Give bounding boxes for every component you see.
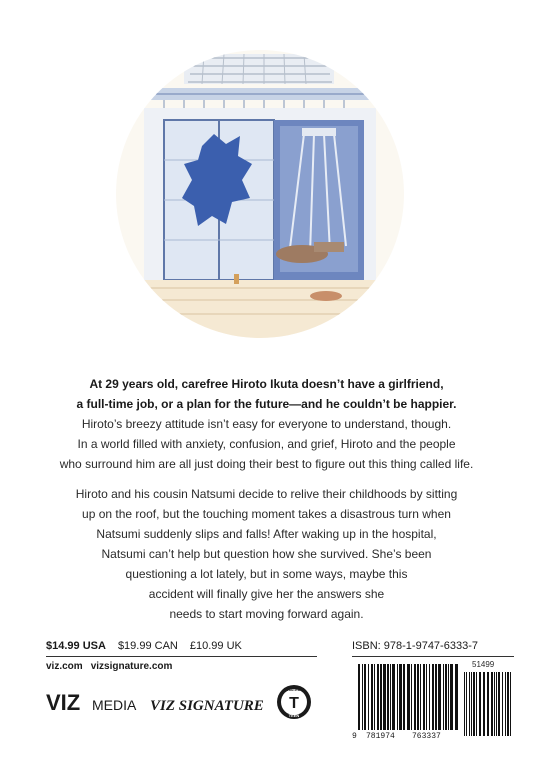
- barcode-bar: [443, 664, 444, 730]
- price-rule: [46, 656, 317, 657]
- blurb-paragraph: [22, 414, 511, 474]
- barcode-addon-bar: [502, 672, 503, 736]
- blurb-line: Natsumi can’t help but question how she survived. She’s been: [101, 547, 432, 561]
- viz-signature-logo: VIZ SIGNATURE: [150, 698, 264, 714]
- barcode-addon-bar: [466, 672, 467, 736]
- barcode-bar: [423, 664, 425, 730]
- veranda: [114, 274, 406, 340]
- back-cover-blurb: [22, 374, 511, 624]
- barcode-bar: [455, 664, 458, 730]
- roof-tiles: [184, 54, 334, 84]
- barcode-bar: [417, 664, 419, 730]
- barcode-bar: [399, 664, 402, 730]
- url-signature: vizsignature.com: [90, 661, 173, 672]
- barcode-addon-bar: [479, 672, 481, 736]
- rating-letter: T: [289, 695, 299, 712]
- barcode-bar: [390, 664, 391, 730]
- blurb-line: accident will finally give her the answers she: [148, 587, 385, 601]
- blurb-line: needs to start moving forward again.: [169, 607, 364, 621]
- barcode-bar: [411, 664, 412, 730]
- barcode-bar: [362, 664, 363, 730]
- barcode-digits-end: 763337: [412, 732, 441, 740]
- barcode-bars-main: [358, 664, 458, 730]
- barcode-addon-bar: [469, 672, 470, 736]
- url-viz: viz.com: [46, 661, 83, 672]
- barcode-bar: [426, 664, 427, 730]
- barcode-bar: [420, 664, 421, 730]
- barcode-bar: [364, 664, 366, 730]
- barcode-addon-bar: [510, 672, 511, 736]
- blurb-line: Natsumi suddenly slips and falls! After waking up in the hospital,: [96, 527, 437, 541]
- barcode-addon-bar: [496, 672, 497, 736]
- barcode-digits-mid: 781974: [366, 732, 395, 740]
- barcode-bar: [383, 664, 386, 730]
- price-usd: $14.99 USA: [46, 640, 106, 652]
- barcode-bar: [429, 664, 430, 730]
- blurb-line: who surround him are all just doing their best to figure out this thing called life.: [59, 457, 474, 471]
- barcode-digit-first: 9: [352, 732, 357, 740]
- barcode-bar: [374, 664, 375, 730]
- barcode-addon-bar: [505, 672, 506, 736]
- barcode-bar: [438, 664, 441, 730]
- barcode-bar: [387, 664, 389, 730]
- barcode-bar: [397, 664, 398, 730]
- blurb-lead-line: a full-time job, or a plan for the future—and he couldn’t be happier.: [76, 397, 457, 411]
- barcode-bars-addon: [464, 672, 511, 736]
- barcode-bar: [358, 664, 360, 730]
- barcode-addon-bar: [483, 672, 485, 736]
- shoji-doors: [164, 120, 274, 280]
- media-logo-text: MEDIA: [92, 697, 137, 713]
- barcode-addon-bar: [491, 672, 493, 736]
- publisher-logos: [46, 682, 316, 722]
- price-can: $19.99 CAN: [117, 640, 178, 652]
- barcode-bar: [392, 664, 395, 730]
- isbn-rule: [352, 656, 514, 657]
- barcode-bar: [435, 664, 437, 730]
- barcode-addon-bar: [476, 672, 477, 736]
- blurb-line: up on the roof, but the touching moment takes a disastrous turn when: [82, 507, 451, 521]
- rated-teen-badge: [277, 685, 311, 719]
- blurb-paragraph: [22, 484, 511, 624]
- barcode-addon-bar: [473, 672, 475, 736]
- barcode-bar: [377, 664, 379, 730]
- rating-bottom-text: TEEN: [288, 713, 300, 718]
- barcode-addon-bar: [471, 672, 472, 736]
- viz-logo: VIZ: [46, 690, 81, 715]
- cover-illustration: [114, 48, 406, 340]
- barcode-addon-bar: [507, 672, 509, 736]
- blurb-line: Hiroto’s breezy attitude isn’t easy for everyone to understand, though.: [81, 417, 452, 431]
- barcode-bar: [448, 664, 449, 730]
- barcode-addon-bar: [487, 672, 489, 736]
- barcode-addon-bar: [464, 672, 465, 736]
- isbn-block: [352, 640, 514, 657]
- price-code: 51499: [472, 660, 495, 669]
- blurb-line: In a world filled with anxiety, confusion, and grief, Hiroto and the people: [77, 437, 456, 451]
- blurb-line: Hiroto and his cousin Natsumi decide to relive their childhoods by sitting: [75, 487, 458, 501]
- barcode: [352, 660, 514, 740]
- barcode-addon-bar: [498, 672, 500, 736]
- blurb-lead: [22, 374, 511, 414]
- room-interior: [274, 120, 364, 280]
- rating-top-text: RATED: [287, 687, 301, 692]
- barcode-bar: [368, 664, 369, 730]
- barcode-bar: [371, 664, 373, 730]
- isbn-label: ISBN: 978-1-9747-6333-7: [352, 640, 478, 652]
- barcode-bar: [403, 664, 405, 730]
- barcode-bar: [380, 664, 382, 730]
- barcode-bar: [450, 664, 453, 730]
- blurb-line: questioning a lot lately, but in some ways, maybe this: [125, 567, 408, 581]
- price-uk: £10.99 UK: [189, 640, 242, 652]
- price-block: [46, 640, 317, 672]
- barcode-bar: [432, 664, 434, 730]
- barcode-bar: [414, 664, 416, 730]
- barcode-addon-bar: [494, 672, 495, 736]
- barcode-bar: [407, 664, 410, 730]
- blurb-lead-line: At 29 years old, carefree Hiroto Ikuta doesn’t have a girlfriend,: [89, 377, 444, 391]
- barcode-bar: [445, 664, 447, 730]
